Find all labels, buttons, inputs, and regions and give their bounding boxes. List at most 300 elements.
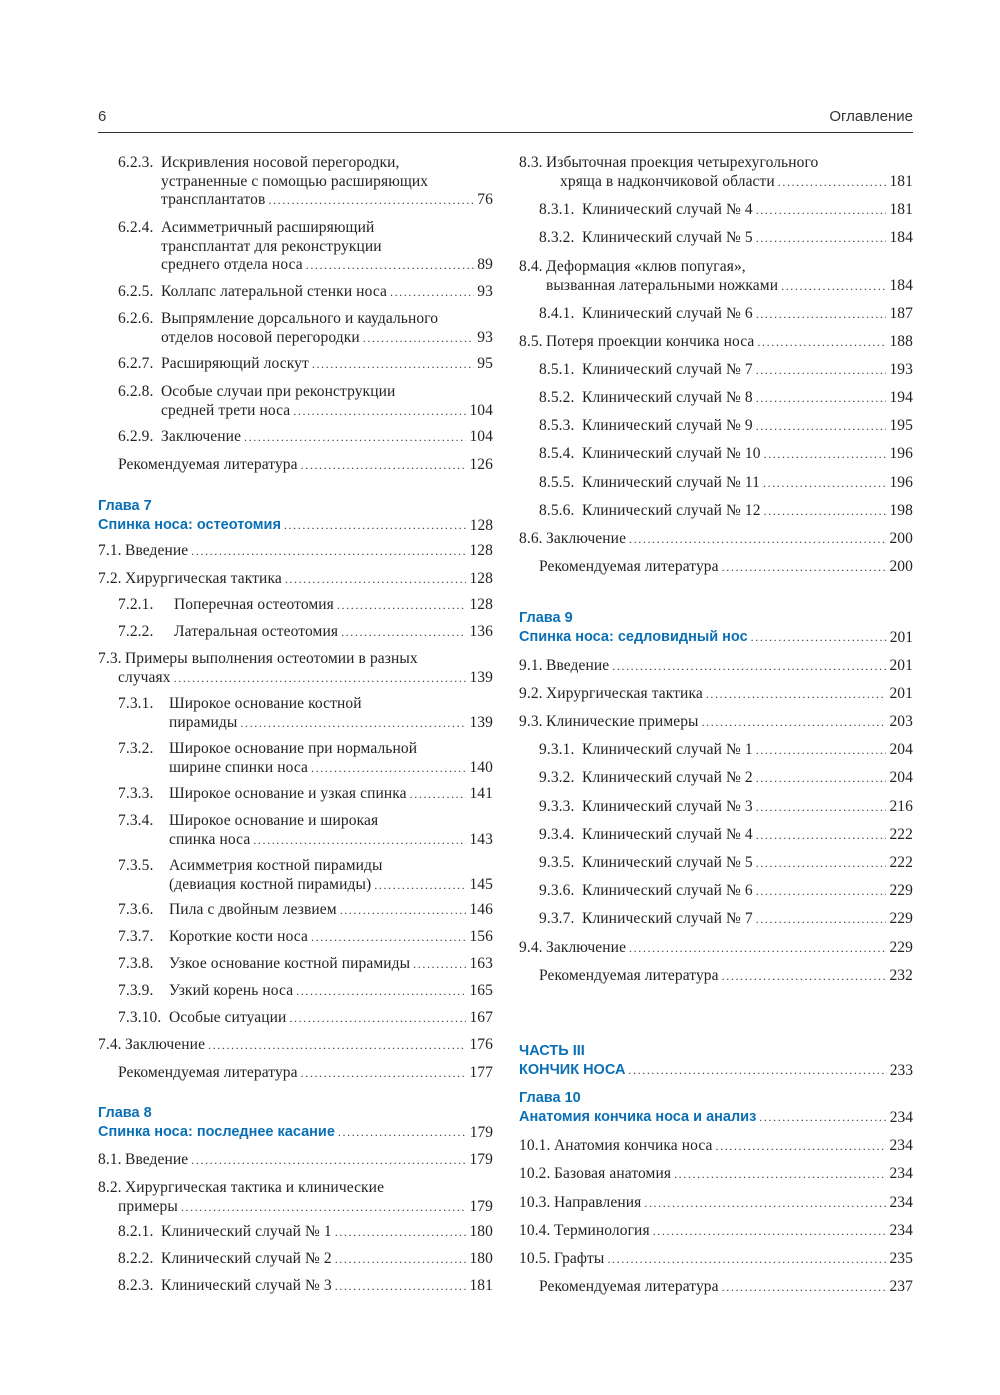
dot-leader — [413, 955, 466, 974]
dot-leader — [706, 685, 887, 704]
dot-leader — [756, 361, 887, 380]
toc-page: 176 — [469, 1036, 493, 1053]
toc-page: 201 — [889, 657, 913, 674]
dot-leader — [756, 201, 887, 220]
toc-number: 8.3. — [519, 154, 543, 171]
dot-leader — [296, 982, 466, 1001]
toc-number: 9.2. — [519, 685, 543, 702]
dot-leader — [751, 628, 887, 647]
dot-leader — [778, 173, 887, 192]
toc-title: Клинический случай № 1 — [582, 741, 753, 758]
toc-entry[interactable] — [519, 229, 913, 248]
toc-page: 234 — [889, 1222, 913, 1239]
toc-number: 9.3.6. — [539, 882, 575, 899]
toc-page: 179 — [469, 1124, 493, 1141]
toc-title-line: (девиация костной пирамиды) — [169, 875, 372, 893]
page-number: 6 — [98, 108, 107, 125]
toc-title-line: Хирургическая тактика и клинические — [125, 1179, 385, 1196]
toc-page: 136 — [469, 623, 493, 640]
dot-leader — [301, 456, 467, 475]
dot-leader — [337, 596, 467, 615]
toc-number: 7.3. — [98, 650, 122, 667]
toc-entry[interactable] — [98, 310, 493, 347]
toc-page: 216 — [889, 798, 913, 815]
toc-number: 8.2.3. — [118, 1277, 154, 1294]
toc-page: 195 — [889, 417, 913, 434]
toc-page: 140 — [469, 758, 493, 776]
toc-number: 8.2. — [98, 1179, 122, 1196]
toc-number: 6.2.3. — [118, 154, 154, 171]
dot-leader — [174, 669, 467, 688]
toc-page: 104 — [469, 428, 493, 445]
toc-number: 7.3.3. — [118, 785, 154, 802]
chapter-title: Спинка носа: седловидный нос — [519, 629, 748, 645]
dot-leader — [763, 474, 886, 493]
toc-number: 6.2.8. — [118, 383, 154, 400]
toc-page: 128 — [469, 517, 493, 534]
toc-page: 200 — [889, 558, 913, 575]
toc-number: 7.3.10. — [118, 1009, 162, 1026]
toc-entry[interactable] — [519, 1222, 913, 1241]
toc-number: 7.3.2. — [118, 740, 154, 757]
dot-leader — [341, 623, 466, 642]
toc-page: 196 — [889, 474, 913, 491]
toc-title: Латеральная остеотомия — [174, 623, 339, 640]
toc-number: 9.3.7. — [539, 910, 575, 927]
toc-number: 8.2.2. — [118, 1250, 154, 1267]
dot-leader — [312, 355, 474, 374]
toc-entry[interactable] — [519, 445, 913, 464]
toc-title: Поперечная остеотомия — [174, 596, 334, 613]
toc-title: Рекомендуемая литература — [539, 1278, 719, 1295]
toc-number: 8.2.1. — [118, 1223, 154, 1240]
dot-leader — [244, 428, 466, 447]
toc-page: 237 — [889, 1278, 913, 1295]
toc-page: 204 — [889, 769, 913, 786]
toc-entry[interactable] — [519, 882, 913, 901]
toc-page: 76 — [477, 191, 493, 208]
toc-entry[interactable] — [98, 570, 493, 589]
dot-leader — [756, 417, 887, 436]
toc-page: 146 — [469, 901, 493, 918]
toc-entry[interactable] — [98, 1223, 493, 1242]
chapter-title: Анатомия кончика носа и анализ — [519, 1109, 757, 1125]
toc-title: Клинический случай № 2 — [582, 769, 753, 786]
toc-number: 10.1. — [519, 1137, 551, 1154]
part-label: ЧАСТЬ III — [519, 1043, 585, 1059]
dot-leader — [335, 1250, 467, 1269]
toc-entry[interactable] — [519, 826, 913, 845]
chapter-label: Глава 7 — [98, 498, 152, 514]
toc-page: 143 — [469, 830, 493, 848]
dot-leader — [756, 389, 887, 408]
toc-number: 7.2.1. — [118, 596, 154, 613]
dot-leader — [764, 502, 887, 521]
toc-number: 8.3.1. — [539, 201, 575, 218]
toc-number: 7.3.4. — [118, 812, 154, 829]
dot-leader — [629, 530, 886, 549]
toc-title-line: ширине спинки носа — [169, 758, 308, 776]
toc-number: 8.5.6. — [539, 502, 575, 519]
toc-entry[interactable] — [98, 1250, 493, 1269]
toc-number: 10.2. — [519, 1165, 551, 1182]
toc-title-line: Асимметричный расширяющий — [161, 219, 375, 236]
toc-entry[interactable] — [98, 154, 493, 210]
toc-title: Узкое основание костной пирамиды — [169, 955, 411, 972]
dot-leader — [311, 928, 466, 947]
toc-title: Введение — [125, 1151, 189, 1168]
toc-entry[interactable] — [519, 798, 913, 817]
toc-number: 7.1. — [98, 542, 122, 559]
dot-leader — [756, 305, 887, 324]
toc-number: 7.2.2. — [118, 623, 154, 640]
toc-title-line: трансплантатов — [161, 191, 266, 208]
toc-entry[interactable] — [519, 741, 913, 760]
toc-entry[interactable] — [519, 154, 913, 191]
toc-title-line: средней трети носа — [161, 401, 291, 419]
toc-entry[interactable] — [519, 333, 913, 352]
toc-entry[interactable] — [98, 982, 493, 1001]
toc-entry[interactable] — [519, 1278, 913, 1297]
toc-title: Рекомендуемая литература — [118, 1064, 298, 1081]
toc-number: 6.2.6. — [118, 310, 154, 327]
toc-number: 8.5.5. — [539, 474, 575, 491]
toc-title: Клинический случай № 9 — [582, 417, 753, 434]
toc-entry[interactable] — [519, 1137, 913, 1156]
toc-number: 7.4. — [98, 1036, 122, 1053]
toc-page: 139 — [469, 668, 493, 686]
toc-entry[interactable] — [98, 1036, 493, 1055]
dot-leader — [702, 713, 887, 732]
dot-leader — [340, 901, 467, 920]
dot-leader — [756, 854, 887, 873]
toc-entry[interactable] — [519, 417, 913, 436]
toc-number: 7.2. — [98, 570, 122, 587]
toc-page: 128 — [469, 542, 493, 559]
chapter-label: Глава 9 — [519, 610, 573, 626]
dot-leader — [338, 1123, 467, 1142]
toc-entry[interactable] — [519, 474, 913, 493]
toc-page: 234 — [889, 1109, 913, 1126]
toc-title-line: вызванная латеральными ножками — [546, 276, 779, 294]
toc-page: 198 — [889, 502, 913, 519]
toc-entry[interactable] — [98, 1179, 493, 1216]
toc-title: Клинические примеры — [546, 713, 699, 730]
dot-leader — [306, 256, 475, 275]
toc-entry[interactable] — [98, 812, 493, 849]
toc-number: 9.3. — [519, 713, 543, 730]
toc-entry[interactable] — [519, 389, 913, 408]
toc-entry[interactable] — [98, 219, 493, 275]
toc-page: 222 — [889, 826, 913, 843]
toc-title-line: Примеры выполнения остеотомии в разных — [125, 650, 418, 667]
dot-leader — [285, 570, 467, 589]
toc-page: 201 — [889, 685, 913, 702]
chapter-title: Спинка носа: последнее касание — [98, 1124, 335, 1140]
toc-page: 141 — [469, 785, 493, 802]
toc-entry[interactable] — [98, 1064, 493, 1083]
toc-title: Расширяющий лоскут — [161, 355, 309, 372]
toc-number: 9.3.4. — [539, 826, 575, 843]
toc-page: 95 — [477, 355, 493, 372]
toc-title-line: Избыточная проекция четырехугольного — [546, 154, 819, 171]
toc-title: Рекомендуемая литература — [539, 558, 719, 575]
toc-entry[interactable] — [98, 428, 493, 447]
part-heading[interactable] — [519, 1042, 913, 1080]
toc-page: 181 — [889, 172, 913, 190]
toc-page: 201 — [889, 629, 913, 646]
toc-title: Терминология — [554, 1222, 650, 1239]
dot-leader — [311, 759, 466, 778]
toc-title-line: Искривления носовой перегородки, — [161, 154, 400, 171]
toc-entry[interactable] — [98, 928, 493, 947]
dot-leader — [191, 542, 466, 561]
toc-number: 8.5.3. — [539, 417, 575, 434]
toc-page: 181 — [469, 1277, 493, 1294]
toc-page: 232 — [889, 967, 913, 984]
toc-page: 128 — [469, 570, 493, 587]
dot-leader — [363, 329, 475, 348]
toc-entry[interactable] — [519, 1194, 913, 1213]
toc-entry[interactable] — [98, 955, 493, 974]
toc-entry[interactable] — [519, 939, 913, 958]
toc-number: 8.1. — [98, 1151, 122, 1168]
toc-page: 93 — [477, 328, 493, 346]
dot-leader — [374, 876, 466, 895]
toc-entry[interactable] — [98, 623, 493, 642]
toc-title: Особые ситуации — [169, 1009, 287, 1026]
dot-leader — [268, 191, 474, 210]
dot-leader — [756, 826, 887, 845]
toc-title-line: устраненные с помощью расширяющих — [161, 172, 429, 190]
toc-entry[interactable] — [519, 713, 913, 732]
dot-leader — [301, 1064, 467, 1083]
toc-number: 8.5.2. — [539, 389, 575, 406]
toc-page: 229 — [889, 882, 913, 899]
chapter-heading[interactable] — [98, 497, 493, 535]
toc-page: 235 — [889, 1250, 913, 1267]
toc-entry[interactable] — [98, 785, 493, 804]
toc-page: 167 — [469, 1009, 493, 1026]
toc-entry[interactable] — [519, 854, 913, 873]
toc-entry[interactable] — [98, 383, 493, 420]
toc-title-line: Широкое основание при нормальной — [169, 740, 418, 757]
toc-entry[interactable] — [519, 1250, 913, 1269]
toc-page: 104 — [469, 401, 493, 419]
toc-title: Заключение — [546, 939, 627, 956]
dot-leader — [293, 402, 466, 421]
toc-entry[interactable] — [98, 901, 493, 920]
dot-leader — [759, 1108, 886, 1127]
chapter-label: Глава 8 — [98, 1105, 152, 1121]
chapter-label: Глава 10 — [519, 1090, 581, 1106]
toc-title-line: пирамиды — [169, 713, 238, 731]
toc-title: Клинический случай № 4 — [582, 826, 753, 843]
toc-number: 10.4. — [519, 1222, 551, 1239]
toc-page: 165 — [469, 982, 493, 999]
toc-number: 9.4. — [519, 939, 543, 956]
chapter-heading[interactable] — [98, 1104, 493, 1142]
toc-entry[interactable] — [98, 1277, 493, 1296]
toc-entry[interactable] — [519, 769, 913, 788]
dot-leader — [722, 1278, 887, 1297]
toc-entry[interactable] — [519, 305, 913, 324]
toc-entry[interactable] — [519, 530, 913, 549]
toc-title-line: Особые случаи при реконструкции — [161, 383, 396, 400]
toc-page: 184 — [889, 229, 913, 246]
toc-title-line: Широкое основание и широкая — [169, 812, 379, 829]
chapter-heading[interactable] — [519, 1089, 913, 1127]
toc-title: Клинический случай № 11 — [582, 474, 760, 491]
toc-page: 196 — [889, 445, 913, 462]
dot-leader — [607, 1250, 886, 1269]
toc-number: 10.5. — [519, 1250, 551, 1267]
toc-entry[interactable] — [519, 1165, 913, 1184]
toc-title: Базовая анатомия — [554, 1165, 672, 1182]
dot-leader — [756, 229, 887, 248]
toc-entry[interactable] — [98, 355, 493, 374]
toc-number: 9.3.1. — [539, 741, 575, 758]
toc-title: Клинический случай № 4 — [582, 201, 753, 218]
toc-page: 203 — [889, 713, 913, 730]
toc-page: 139 — [469, 713, 493, 731]
toc-page: 229 — [889, 939, 913, 956]
toc-title: Клинический случай № 7 — [582, 910, 753, 927]
toc-entry[interactable] — [519, 967, 913, 986]
toc-page: 194 — [889, 389, 913, 406]
dot-leader — [410, 785, 467, 804]
dot-leader — [644, 1194, 886, 1213]
toc-page: 180 — [469, 1250, 493, 1267]
toc-entry[interactable] — [98, 1009, 493, 1028]
toc-title: Рекомендуемая литература — [539, 967, 719, 984]
toc-number: 7.3.6. — [118, 901, 154, 918]
toc-number: 8.6. — [519, 530, 543, 547]
dot-leader — [335, 1277, 467, 1296]
toc-number: 8.4.1. — [539, 305, 575, 322]
toc-title-line: примеры — [118, 1197, 178, 1215]
toc-page: 222 — [889, 854, 913, 871]
toc-title: Широкое основание и узкая спинка — [169, 785, 407, 802]
toc-page: 181 — [889, 201, 913, 218]
toc-title-line: спинка носа — [169, 830, 251, 848]
toc-number: 8.5.4. — [539, 445, 575, 462]
toc-page: 179 — [469, 1197, 493, 1215]
dot-leader — [757, 333, 886, 352]
toc-title-line: трансплантат для реконструкции — [161, 237, 382, 255]
toc-title: Рекомендуемая литература — [118, 456, 298, 473]
toc-entry[interactable] — [519, 558, 913, 577]
toc-entry[interactable] — [98, 1151, 493, 1170]
dot-leader — [289, 1009, 466, 1028]
dot-leader — [722, 967, 887, 986]
dot-leader — [240, 714, 466, 733]
dot-leader — [716, 1137, 887, 1156]
dot-leader — [756, 910, 887, 929]
toc-entry[interactable] — [98, 596, 493, 615]
toc-entry[interactable] — [519, 258, 913, 295]
dot-leader — [390, 283, 474, 302]
toc-entry[interactable] — [519, 910, 913, 929]
toc-title-line: Выпрямление дорсального и каудального — [161, 310, 439, 327]
toc-title: Клинический случай № 6 — [582, 882, 753, 899]
toc-entry[interactable] — [98, 650, 493, 687]
toc-number: 9.3.5. — [539, 854, 575, 871]
toc-title: Клинический случай № 1 — [161, 1223, 332, 1240]
toc-title: Клинический случай № 3 — [582, 798, 753, 815]
part-title: КОНЧИК НОСА — [519, 1062, 626, 1078]
toc-entry[interactable] — [519, 201, 913, 220]
toc-page: 200 — [889, 530, 913, 547]
toc-number: 6.2.7. — [118, 355, 154, 372]
toc-entry[interactable] — [519, 502, 913, 521]
toc-entry[interactable] — [519, 657, 913, 676]
toc-page: 180 — [469, 1223, 493, 1240]
toc-page: 93 — [477, 283, 493, 300]
toc-number: 8.4. — [519, 258, 543, 275]
toc-title: Клинический случай № 6 — [582, 305, 753, 322]
toc-entry[interactable] — [519, 361, 913, 380]
toc-entry[interactable] — [98, 456, 493, 475]
toc-entry[interactable] — [98, 283, 493, 302]
toc-number: 10.3. — [519, 1194, 551, 1211]
toc-title: Заключение — [546, 530, 627, 547]
toc-entry[interactable] — [98, 542, 493, 561]
toc-number: 7.3.8. — [118, 955, 154, 972]
dot-leader — [253, 831, 466, 850]
toc-page: 163 — [469, 955, 493, 972]
dot-leader — [191, 1151, 466, 1170]
toc-title: Заключение — [125, 1036, 206, 1053]
toc-page: 234 — [889, 1137, 913, 1154]
toc-page: 156 — [469, 928, 493, 945]
toc-page: 229 — [889, 910, 913, 927]
toc-title: Введение — [546, 657, 610, 674]
toc-number: 6.2.4. — [118, 219, 154, 236]
toc-number: 7.3.1. — [118, 695, 154, 712]
dot-leader — [335, 1223, 467, 1242]
dot-leader — [628, 1061, 886, 1080]
toc-number: 8.3.2. — [539, 229, 575, 246]
chapter-heading[interactable] — [519, 609, 913, 647]
toc-title: Клинический случай № 8 — [582, 389, 753, 406]
toc-page: 184 — [889, 276, 913, 294]
toc-title: Короткие кости носа — [169, 928, 308, 945]
dot-leader — [722, 558, 887, 577]
toc-page: 193 — [889, 361, 913, 378]
toc-page: 89 — [477, 256, 493, 273]
header-rule — [98, 132, 913, 133]
toc-page: 126 — [469, 456, 493, 473]
toc-entry[interactable] — [98, 695, 493, 732]
dot-leader — [629, 939, 886, 958]
toc-title: Заключение — [161, 428, 242, 445]
toc-entry[interactable] — [519, 685, 913, 704]
toc-entry[interactable] — [98, 740, 493, 777]
toc-page: 204 — [889, 741, 913, 758]
chapter-title: Спинка носа: остеотомия — [98, 517, 281, 533]
toc-page: 187 — [889, 305, 913, 322]
toc-number: 9.1. — [519, 657, 543, 674]
toc-title: Потеря проекции кончика носа — [546, 333, 755, 350]
dot-leader — [284, 516, 467, 535]
toc-entry[interactable] — [98, 857, 493, 894]
toc-number: 7.3.5. — [118, 857, 154, 874]
toc-number: 8.5. — [519, 333, 543, 350]
toc-title: Клинический случай № 3 — [161, 1277, 332, 1294]
toc-title-line: случаях — [118, 668, 171, 686]
running-title: Оглавление — [829, 108, 913, 125]
